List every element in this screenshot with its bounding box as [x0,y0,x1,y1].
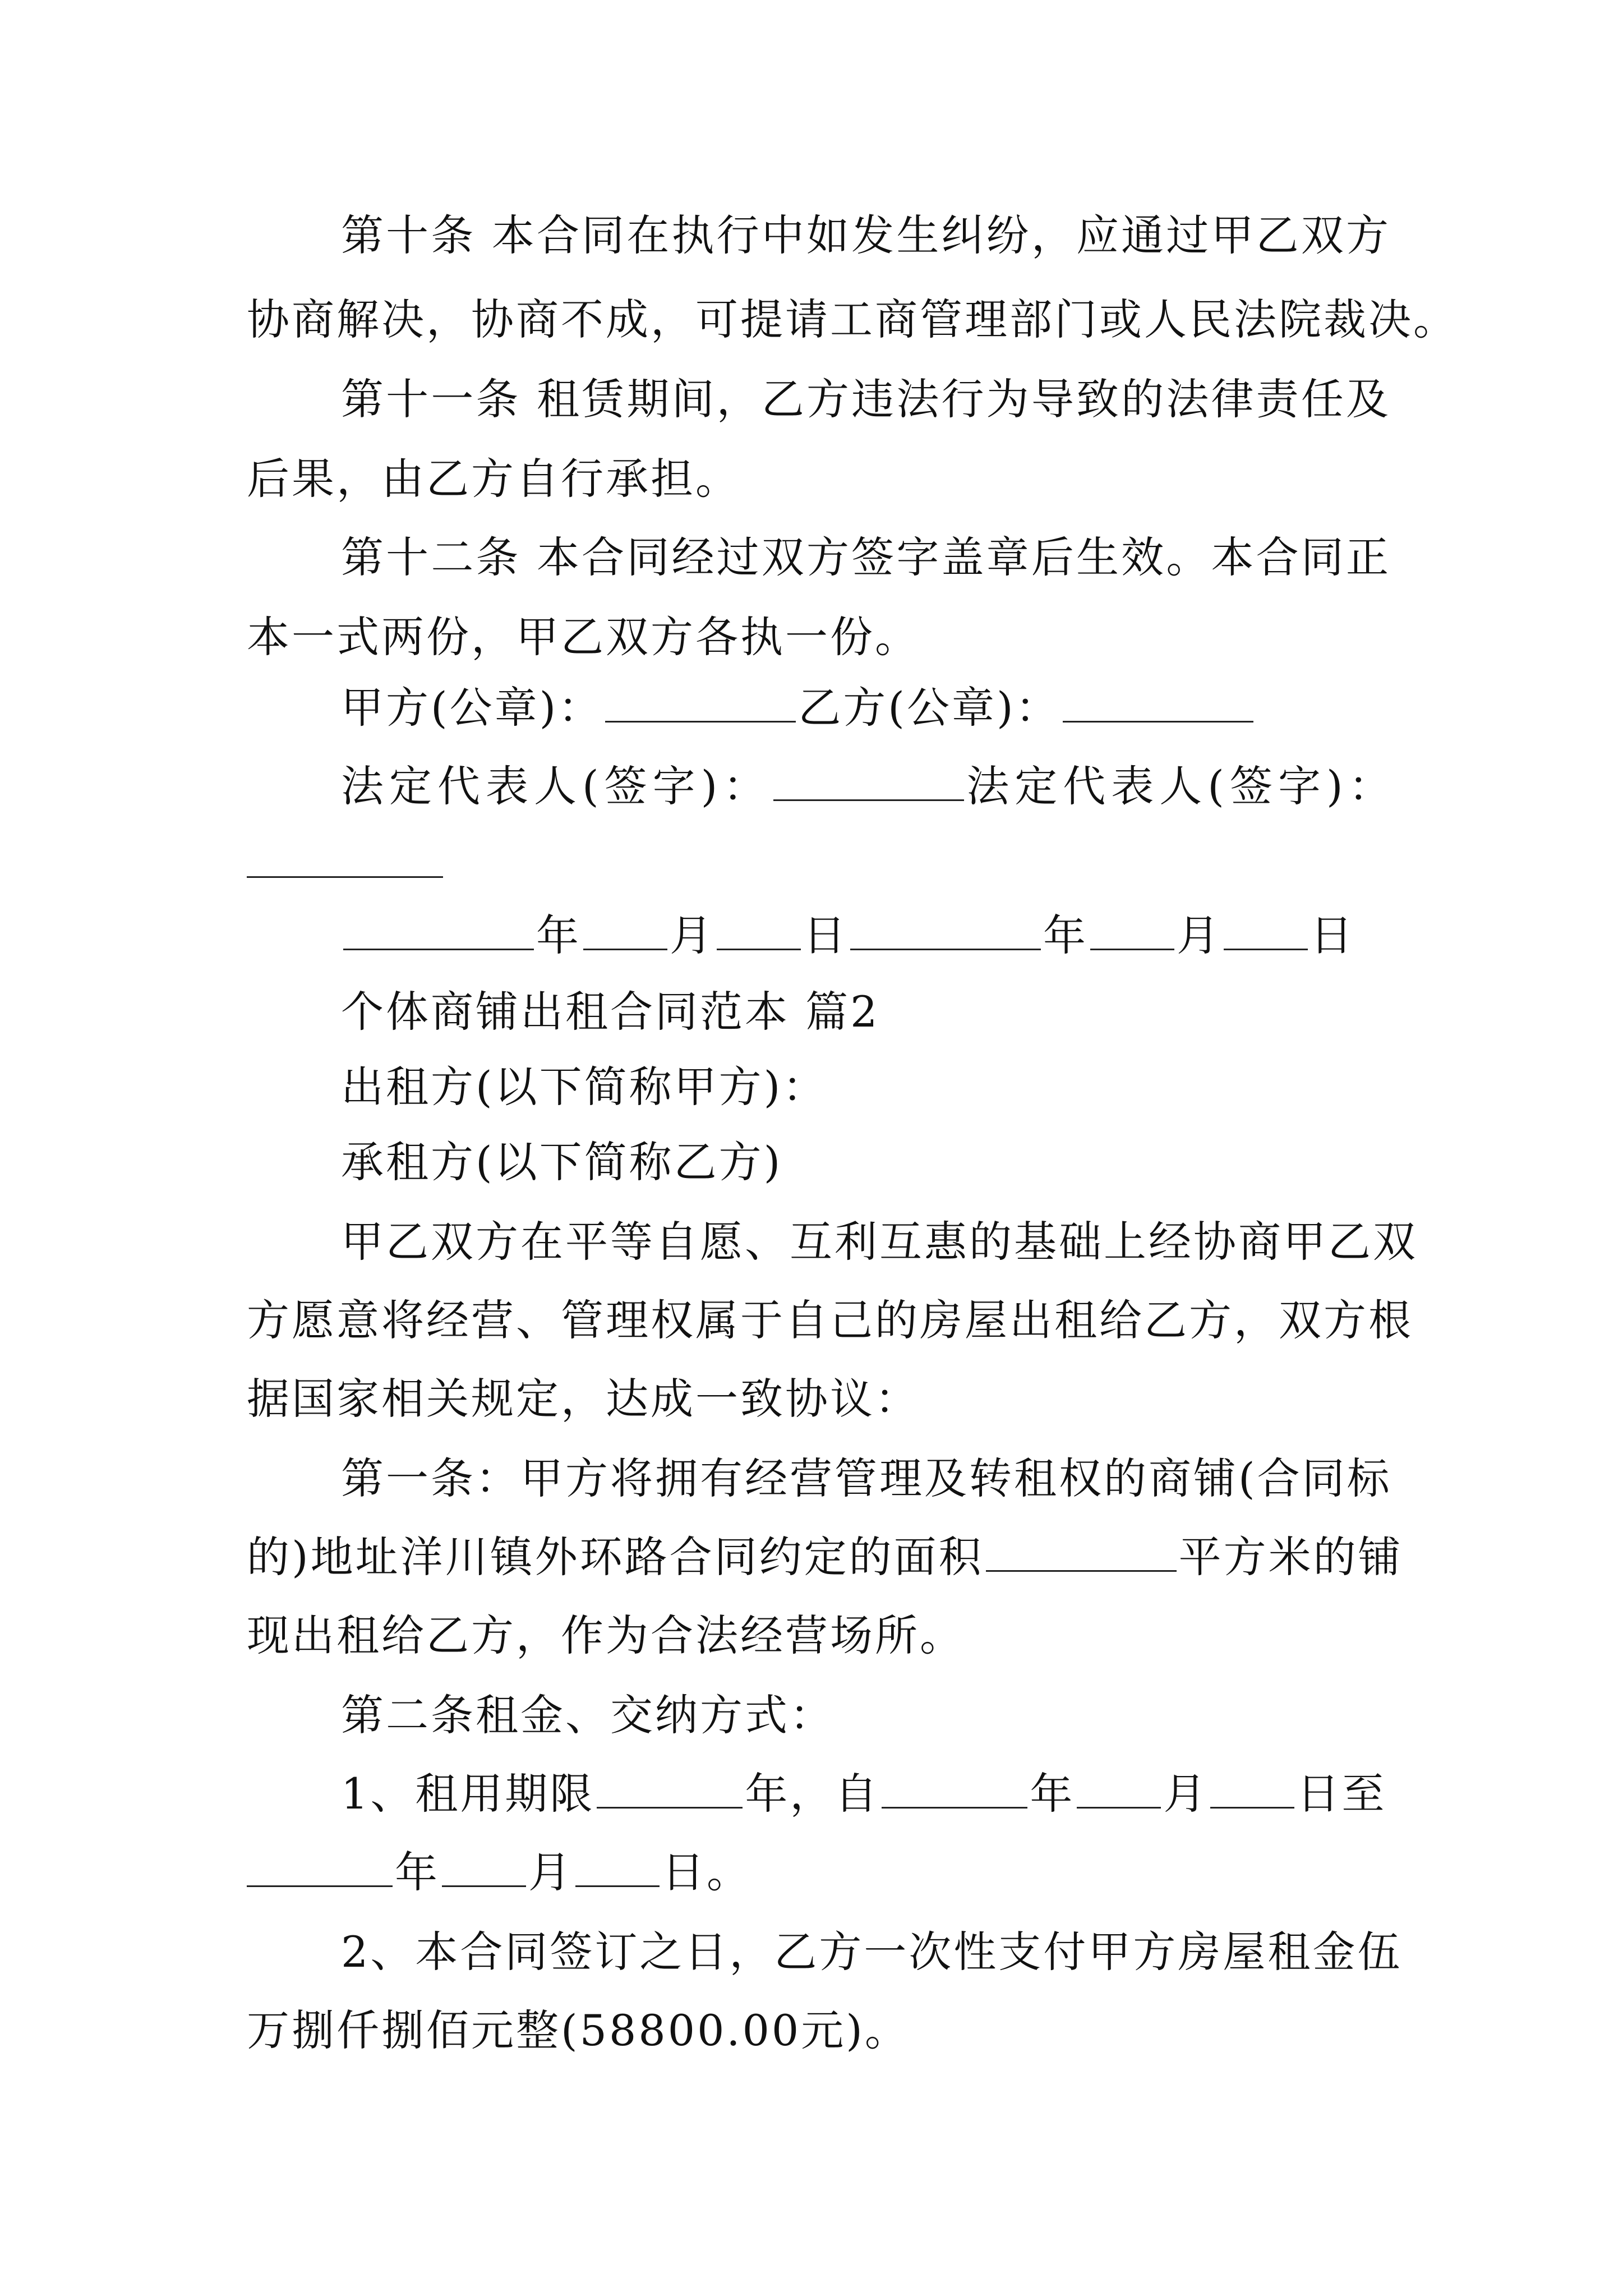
date-b-year: 年 [1043,910,1088,960]
article-1-line-2-post: 平方米的铺 [1178,1532,1403,1582]
term-line-1 [341,1767,1391,1821]
party-b-rep-label: 法定代表人(签字)： [966,761,1397,811]
end-day-blank [575,1848,660,1887]
start-month-blank [1077,1770,1161,1809]
lessee-line: 承租方(以下简称乙方) [341,1137,783,1187]
date-a-year: 年 [536,910,581,960]
rent-line-2: 万捌仟捌佰元整(58800.00元)。 [247,2005,910,2055]
article-10-line-2: 协商解决，协商不成，可提请工商管理部门或人民法院裁决。 [247,295,1458,344]
start-day-blank [1210,1770,1294,1809]
seal-line [341,681,1391,735]
party-b-seal-blank [1063,684,1253,723]
date-a-day: 日 [803,910,848,960]
date-line [341,909,1391,963]
date-b-year-blank [850,912,1041,950]
section-2-title: 个体商铺出租合同范本 篇2 [341,987,880,1037]
end-day: 日。 [662,1847,751,1897]
party-a-rep-blank [773,762,964,801]
date-b-month: 月 [1177,910,1221,960]
party-b-seal-label: 乙方(公章)： [798,683,1061,733]
term-years-blank [597,1770,743,1809]
article-2-heading: 第二条租金、交纳方式： [341,1690,834,1740]
date-a-month: 月 [670,910,714,960]
article-11-line-1: 第十一条 租赁期间，乙方违法行为导致的法律责任及 [341,374,1391,424]
article-12-line-2: 本一式两份，甲乙双方各执一份。 [247,612,920,662]
end-year: 年 [395,1847,440,1897]
term-line-2 [247,1846,1391,1899]
area-blank [986,1533,1177,1572]
end-month: 月 [528,1847,573,1897]
preamble-line-1: 甲乙双方在平等自愿、互利互惠的基础上经协商甲乙双 [341,1217,1418,1267]
article-1-line-2 [247,1530,1403,1584]
end-month-blank [442,1848,526,1887]
date-b-month-blank [1090,912,1174,950]
article-1-line-1: 第一条：甲方将拥有经营管理及转租权的商铺(合同标 [341,1453,1392,1503]
party-a-seal-label: 甲方(公章)： [341,683,603,733]
start-year: 年 [1030,1769,1075,1819]
term-from: 年，自 [745,1769,880,1819]
start-year-blank [882,1770,1027,1809]
date-b-day-blank [1224,912,1308,950]
date-a-day-blank [717,912,801,950]
date-a-year-blank [343,912,534,950]
article-1-line-3: 现出租给乙方，作为合法经营场所。 [247,1611,965,1660]
preamble-line-3: 据国家相关规定，达成一致协议： [247,1374,920,1424]
party-a-seal-blank [605,684,796,723]
article-10-line-1: 第十条 本合同在执行中如发生纠纷，应通过甲乙双方 [341,210,1391,260]
article-11-line-2: 后果，由乙方自行承担。 [247,454,740,504]
start-month: 月 [1163,1769,1209,1819]
date-a-month-blank [583,912,667,950]
start-day-to: 日至 [1297,1769,1387,1819]
preamble-line-2: 方愿意将经营、管理权属于自己的房屋出租给乙方，双方根 [247,1295,1413,1345]
term-label: 1、租用期限 [341,1769,595,1819]
article-1-line-2-pre: 的)地址洋川镇外环路合同约定的面积 [247,1532,984,1582]
representative-line [341,760,1397,813]
lessor-line: 出租方(以下简称甲方)： [341,1062,828,1112]
party-a-rep-label: 法定代表人(签字)： [341,761,772,811]
date-b-day: 日 [1310,910,1355,960]
rent-line-1: 2、本合同签订之日，乙方一次性支付甲方房屋租金伍 [341,1927,1403,1977]
party-b-rep-blank [247,876,443,878]
article-12-line-1: 第十二条 本合同经过双方签字盖章后生效。本合同正 [341,532,1391,582]
end-year-blank [247,1848,393,1887]
